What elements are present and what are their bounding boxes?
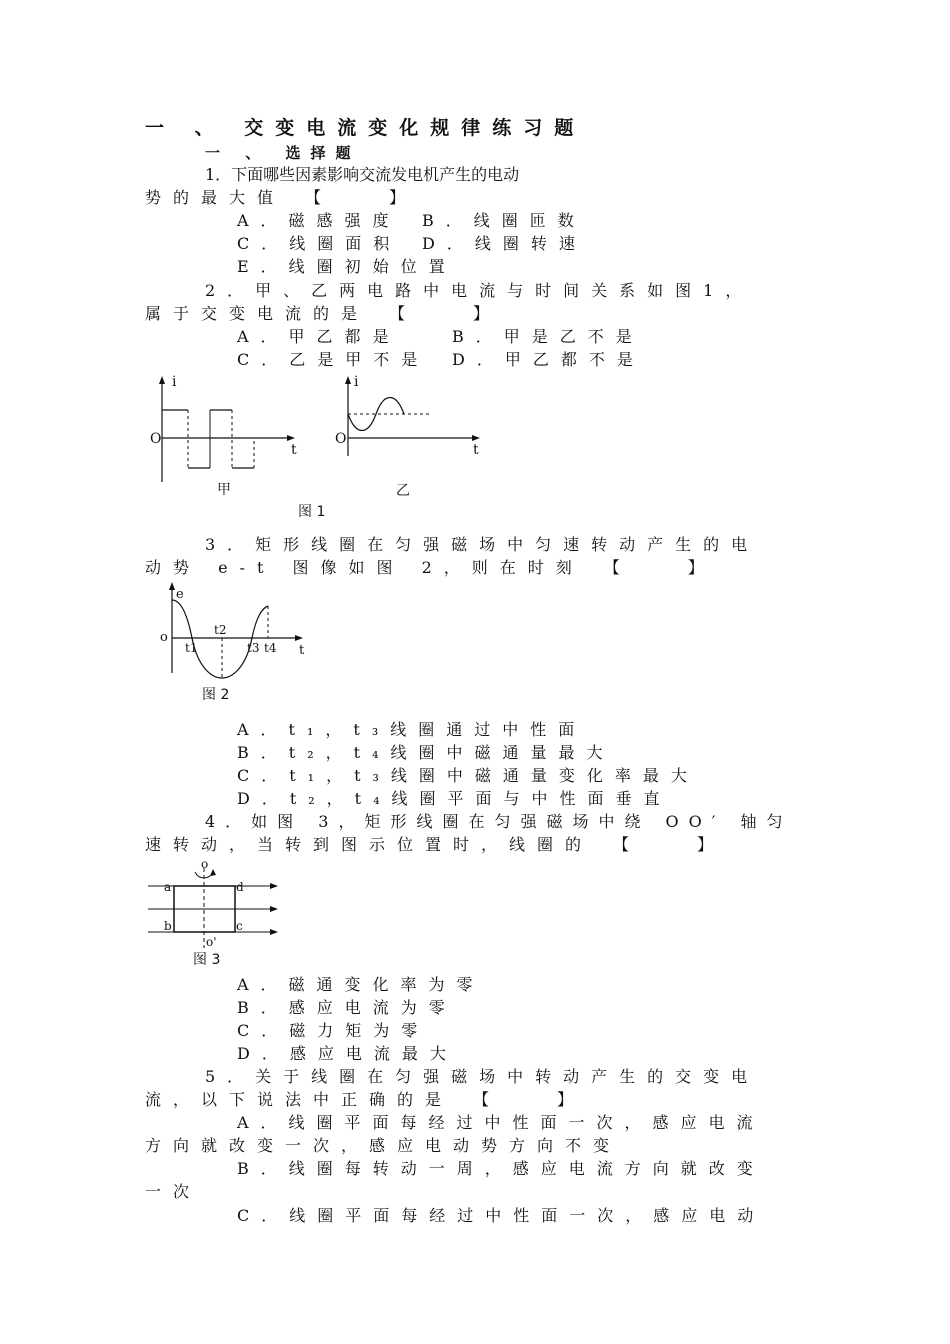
- fig3-a: a: [164, 880, 172, 894]
- fig1-axis-i: i: [172, 374, 177, 390]
- q1-option-c: C．线圈面积: [237, 234, 402, 253]
- q1-option-d: D．线圈转速: [422, 234, 587, 253]
- fig2-t1: t1: [185, 641, 198, 655]
- q4-option-c: C．磁力矩为零: [237, 1021, 430, 1040]
- fig1-yi-axis-t: t: [473, 442, 479, 458]
- q3-option-b: B．t₂，t₄线圈中磁通量最大: [237, 743, 615, 762]
- fig1-yi-axis-i: i: [354, 374, 359, 390]
- q4-option-b: B．感应电流为零: [237, 998, 457, 1017]
- q4-option-a: A．磁通变化率为零: [237, 975, 485, 994]
- q4-stem-line2: 速转动，当转到图示位置时，线圈的 【 】: [145, 835, 726, 854]
- fig3-d: d: [236, 880, 244, 894]
- q3-stem-line1: 3．矩形线圈在匀强磁场中匀速转动产生的电: [205, 535, 760, 554]
- q5-option-a-line1: A．线圈平面每经过中性面一次，感应电流: [237, 1113, 765, 1132]
- figure-2: [158, 578, 313, 683]
- q2-option-c: C．乙是甲不是: [237, 350, 430, 369]
- q4-stem-line1: 4．如图 3，矩形线圈在匀强磁场中绕 OO′ 轴匀: [205, 812, 793, 831]
- fig1-caption: 图 1: [298, 504, 326, 520]
- q4-option-d: D．感应电流最大: [237, 1044, 458, 1063]
- q1-option-a: A．磁感强度: [237, 211, 401, 230]
- q2-option-b: B．甲是乙不是: [452, 327, 644, 346]
- page-title: 一 、 交变电流变化规律练习题: [145, 117, 586, 139]
- fig2-t4: t4: [264, 641, 277, 655]
- q3-option-c: C．t₁，t₃线圈中磁通量变化率最大: [237, 766, 699, 785]
- fig1-origin: O: [150, 431, 162, 447]
- q2-option-d: D．甲乙都不是: [452, 350, 645, 369]
- q3-stem-line2: 动势 e-t 图像如图 2，则在时刻 【 】: [145, 558, 716, 577]
- q3-option-a: A．t₁，t₃线圈通过中性面: [237, 720, 587, 739]
- q2-stem-line2: 属于交变电流的是 【 】: [145, 304, 502, 323]
- q1-option-e: E．线圈初始位置: [237, 257, 457, 276]
- fig2-origin: o: [160, 630, 168, 645]
- q1-stem-line1: 1．下面哪些因素影响交流发电机产生的电动: [205, 165, 520, 184]
- q2-stem-line1: 2．甲、乙两电路中电流与时间关系如图1，: [205, 281, 754, 300]
- q2-option-a: A．甲乙都是: [237, 327, 401, 346]
- figure-3: [145, 858, 285, 950]
- q5-option-a-line2: 方向就改变一次，感应电动势方向不变: [145, 1136, 622, 1155]
- fig3-b: b: [164, 919, 172, 933]
- fig1-label-jia: 甲: [217, 482, 231, 498]
- q1-option-b: B．线圈匝数: [422, 211, 586, 230]
- fig1-label-yi: 乙: [396, 483, 410, 499]
- fig2-caption: 图 2: [202, 687, 230, 703]
- fig3-o-bottom: o': [206, 935, 217, 949]
- fig3-caption: 图 3: [193, 952, 221, 968]
- q5-option-b-line2: 一次: [145, 1182, 202, 1201]
- fig3-o-top: o: [201, 857, 209, 871]
- q5-option-b-line1: B．线圈每转动一周，感应电流方向就改变: [237, 1159, 765, 1178]
- fig2-t3: t3: [247, 641, 260, 655]
- q1-stem-line2: 势的最大值 【 】: [145, 188, 418, 207]
- fig2-axis-e: e: [176, 587, 184, 602]
- q3-option-d: D．t₂，t₄线圈平面与中性面垂直: [237, 789, 672, 808]
- q5-stem-line2: 流，以下说法中正确的是 【 】: [145, 1090, 586, 1109]
- fig1-axis-t: t: [291, 442, 297, 458]
- q5-stem-line1: 5．关于线圈在匀强磁场中转动产生的交变电: [205, 1067, 760, 1086]
- q5-option-c-line1: C．线圈平面每经过中性面一次，感应电动: [237, 1206, 766, 1225]
- fig1-yi-origin: O: [335, 431, 347, 447]
- fig2-axis-t: t: [299, 643, 305, 658]
- section-heading: 一 、 选择题: [205, 144, 361, 162]
- fig3-c: c: [236, 919, 243, 933]
- figure-1-yi: [330, 372, 490, 482]
- fig2-t2: t2: [214, 623, 227, 637]
